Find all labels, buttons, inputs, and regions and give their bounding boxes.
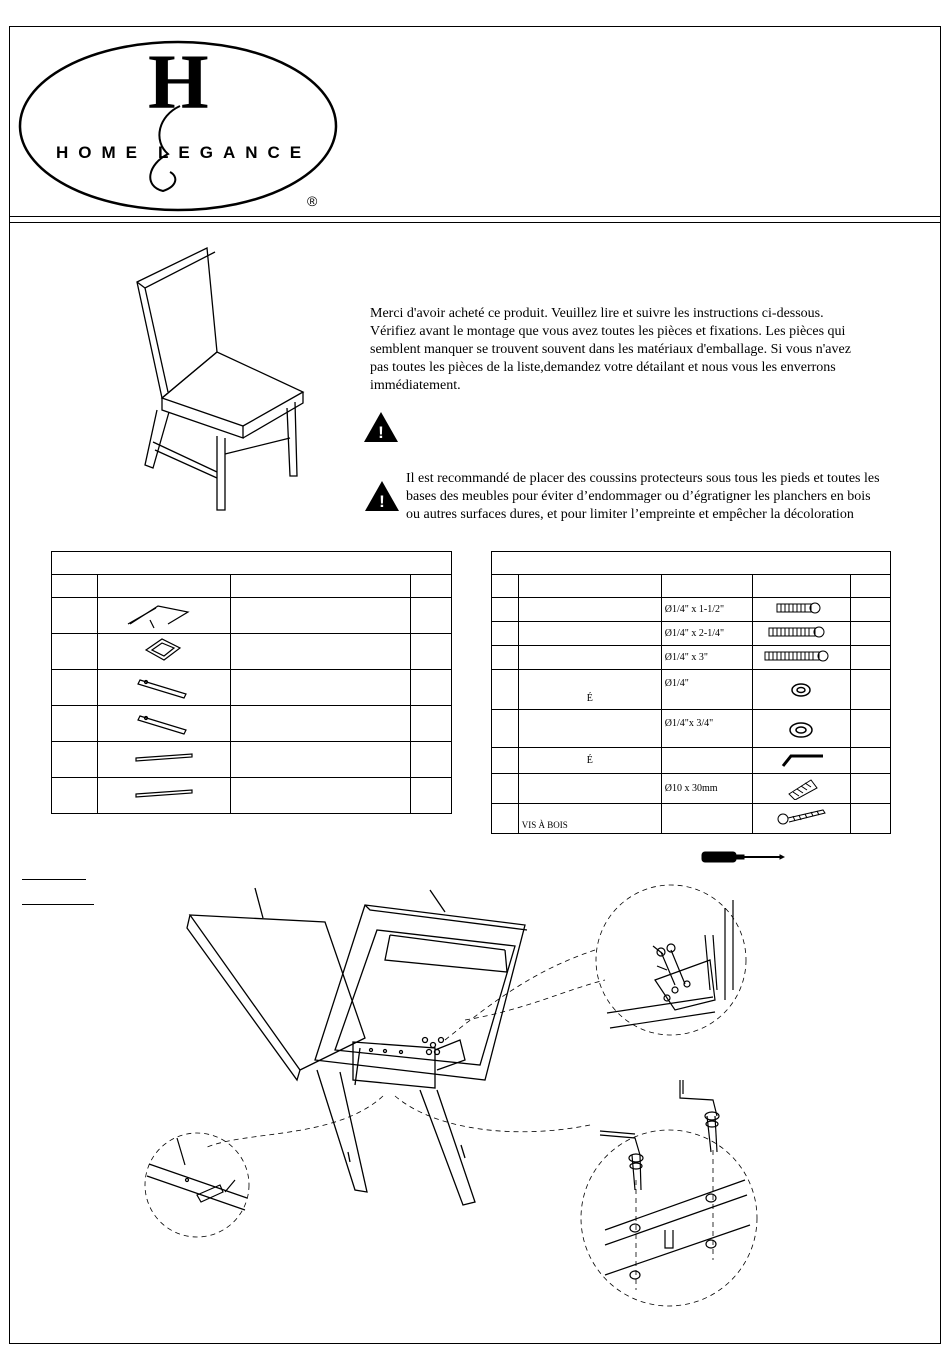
floor-protection-note <box>406 470 936 524</box>
logo-oval-icon <box>18 36 340 216</box>
hardware-table-title <box>492 552 891 575</box>
stretcher-icon <box>98 778 230 810</box>
bolt-long-icon <box>753 646 850 666</box>
assembly-diagram <box>135 880 775 1320</box>
intro-text <box>370 305 915 395</box>
intro-line: semblent manquer se trouvent souvent dans les matériaux d'emballage. Si vous n'avez <box>370 342 851 357</box>
header-divider-2 <box>9 222 941 223</box>
logo-wordmark-left: HOME <box>56 143 147 162</box>
parts-table-title <box>52 552 452 575</box>
header-divider <box>9 216 941 217</box>
note-line: Il est recommandé de placer des coussins protecteurs sous tous les pieds et toutes les <box>406 471 880 486</box>
hardware-size: Ø10 x 30mm <box>661 774 753 804</box>
warning-symbol: ! <box>378 423 384 442</box>
intro-line: Vérifiez avant le montage que vous avez toutes les pièces et fixations. Les pièces qui <box>370 324 846 339</box>
underline <box>22 904 94 905</box>
hardware-name: VIS À BOIS <box>518 804 661 834</box>
wood-screw-icon <box>753 804 850 830</box>
intro-line: pas toutes les pièces de la liste,demandez votre détailant et nous vous les enverrons <box>370 360 836 375</box>
intro-line: Merci d'avoir acheté ce produit. Veuillez lire et suivre les instructions ci-dessous. <box>370 306 824 321</box>
dowel-icon <box>753 774 850 800</box>
corner-block-icon <box>98 634 230 666</box>
warning-icon <box>364 480 400 512</box>
part-image-cell <box>97 598 230 634</box>
warning-symbol: ! <box>379 492 385 511</box>
hardware-size: Ø1/4" <box>661 670 753 710</box>
hardware-size: Ø1/4" x 1-1/2" <box>661 598 753 622</box>
hardware-table <box>491 551 891 834</box>
back-rail-icon <box>98 670 230 702</box>
allen-key-icon <box>753 748 850 770</box>
screwdriver-icon <box>700 849 785 865</box>
hardware-size <box>661 748 753 774</box>
brand-logo <box>18 36 340 216</box>
note-line: ou autres surfaces dures, et pour limiter l’empreinte et empêcher la décoloration <box>406 507 854 522</box>
logo-letter: H <box>148 38 209 125</box>
chair-icon <box>125 240 315 515</box>
warning-icon <box>363 411 399 443</box>
lock-washer-icon <box>753 670 850 706</box>
bolt-medium-icon <box>753 622 850 642</box>
hardware-size <box>661 804 753 834</box>
logo-wordmark-right: LEGANCE <box>158 143 312 162</box>
hardware-size: Ø1/4"x 3/4" <box>661 710 753 748</box>
flat-washer-icon <box>753 710 850 744</box>
hardware-name: É <box>518 670 661 710</box>
seat-frame-icon <box>98 598 230 630</box>
hardware-name: É <box>518 748 661 774</box>
hardware-size: Ø1/4" x 2-1/4" <box>661 622 753 646</box>
intro-line: immédiatement. <box>370 378 461 393</box>
back-rail-icon <box>98 706 230 738</box>
underline <box>22 879 86 880</box>
stretcher-icon <box>98 742 230 774</box>
hardware-size: Ø1/4" x 3" <box>661 646 753 670</box>
parts-table <box>51 551 452 814</box>
note-line: bases des meubles pour éviter d’endommager ou d’égratigner les planchers en bois <box>406 489 871 504</box>
bolt-short-icon <box>753 598 850 618</box>
registered-mark: ® <box>307 193 318 209</box>
